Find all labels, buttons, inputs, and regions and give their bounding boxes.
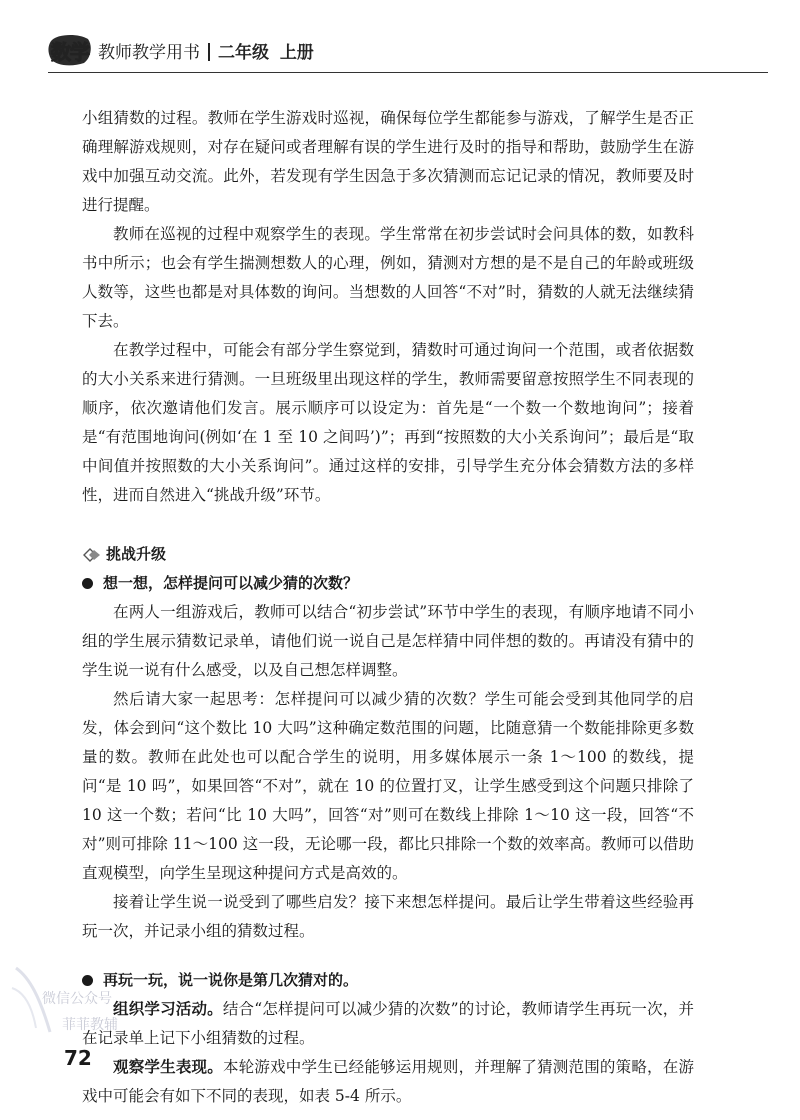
replay-heading-text: 再玩一玩，说一说你是第几次猜对的。 <box>103 971 359 989</box>
page-header <box>48 30 768 74</box>
header-rule <box>48 72 768 73</box>
lead-observe: 观察学生表现。 <box>113 1058 223 1076</box>
paragraph-challenge-2: 然后请大家一起思考：怎样提问可以减少猜的次数？学生可能会受到其他同学的启发，体会到问“这个数比 10 大吗”这种确定数范围的问题，比随意猜一个数能排除更多数量的数。教师在此处也可以配合学生的说明，用多媒体展示一条 1～100 的数线，提问“是 10 吗”，如果回答“不对”，就在 10 的位置打叉，让学生感受到这个问题只排除了 10 这一个数；若问“比 10 大吗”，回答“对”则可在数线上排除 1～10 这一段，回答“不对”则可排除 11～100 这一段，无论哪一段，都比只排除一个数的效率高。教师可以借助直观模型，向学生呈现这种提问方式是高效的。 <box>82 690 694 882</box>
watermark-line-1: 微信公众号 <box>42 991 112 1007</box>
watermark <box>6 958 186 1048</box>
text-organize: 结合“怎样提问可以减少猜的次数”的讨论，教师请学生再玩一次，并在记录单上记下小组猜数的过程。 <box>82 1000 694 1047</box>
volume-label: 上册 <box>279 43 314 63</box>
grade-label: 二年级 <box>218 43 269 63</box>
paragraph-observation: 教师在巡视的过程中观察学生的表现。学生常常在初步尝试时会问具体的数，如教科书中所示；也会有学生揣测想数人的心理，例如，猜测对方想的是不是自己的年龄或班级人数等，这些也都是对具体数的询问。当想数的人回答“不对”时，猜数的人就无法继续猜下去。 <box>82 225 694 330</box>
book-title <box>98 38 314 63</box>
text-observe: 本轮游戏中学生已经能够运用规则，并理解了猜测范围的策略，在游戏中可能会有如下不同的表现，如表 5-4 所示。 <box>82 1058 694 1105</box>
lead-organize: 组织学习活动。 <box>113 1000 223 1018</box>
paragraph-challenge-3: 接着让学生说一说受到了哪些启发？接下来想怎样提问。最后让学生带着这些经验再玩一次，并记录小组的猜数过程。 <box>82 893 694 940</box>
page-number: 72 <box>64 1046 92 1070</box>
book-title-text: 教师教学用书 <box>98 43 200 63</box>
paragraph-teaching-order: 在教学过程中，可能会有部分学生察觉到，猜数时可通过询问一个范围，或者依据数的大小关系来进行猜测。一旦班级里出现这样的学生，教师需要留意按照学生不同表现的顺序，依次邀请他们发言。展示顺序可以设定为：首先是“一个数一个数地询问”；接着是“有范围地询问(例如‘在 1 至 10 之间吗’)”；再到“按照数的大小关系询问”；最后是“取中间值并按照数的大小关系询问”。通过这样的安排，引导学生充分体会猜数方法的多样性，进而自然进入“挑战升级”环节。 <box>82 341 694 504</box>
title-separator <box>208 43 210 61</box>
question-text: 想一想，怎样提问可以减少猜的次数？ <box>103 574 359 592</box>
paragraph-observe <box>82 1053 694 1111</box>
watermark-line-2: 菲菲教辅 <box>62 1017 118 1033</box>
bullet-icon <box>82 578 93 589</box>
paragraph-continued: 小组猜数的过程。教师在学生游戏时巡视，确保每位学生都能参与游戏，了解学生是否正确理解游戏规则，对存在疑问或者理解有误的学生进行及时的指导和帮助，鼓励学生在游戏中加强互动交流。此外，若发现有学生因急于多次猜测而忘记记录的情况，教师要及时进行提醒。 <box>82 109 694 214</box>
math-logo <box>48 34 92 66</box>
question-heading <box>82 569 694 598</box>
logo-text: 数学 <box>51 39 89 64</box>
diamond-icon <box>82 547 102 563</box>
section-heading-text: 挑战升级 <box>106 545 167 563</box>
section-heading-challenge <box>82 540 694 569</box>
spacer <box>82 510 694 540</box>
paragraph-challenge-1: 在两人一组游戏后，教师可以结合“初步尝试”环节中学生的表现，有顺序地请不同小组的学生展示猜数记录单，请他们说一说自己是怎样猜中同伴想的数的。再请没有猜中的学生说一说有什么感受，以及自己想怎样调整。 <box>82 603 694 679</box>
